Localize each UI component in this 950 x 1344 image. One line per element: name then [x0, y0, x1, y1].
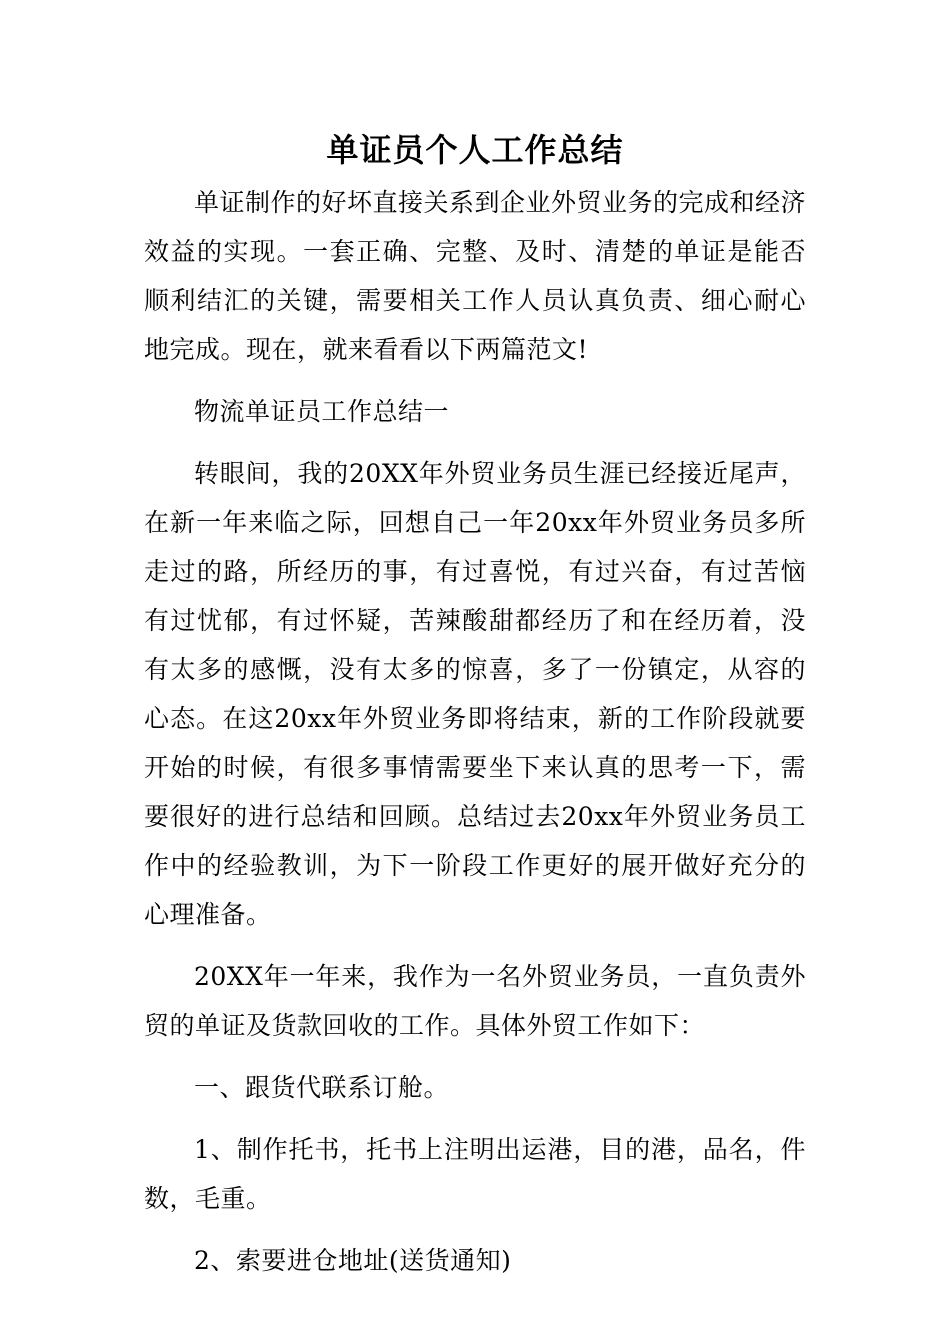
document-body: [144, 178, 806, 1285]
paragraph-intro: 单证制作的好坏直接关系到企业外贸业务的完成和经济效益的实现。一套正确、完整、及时、清楚的单证是能否顺利结汇的关键，需要相关工作人员认真负责、细心耐心地完成。现在，就来看看以下两篇范文!: [144, 188, 807, 364]
paragraph-summary: 转眼间，我的20XX年外贸业务员生涯已经接近尾声，在新一年来临之际，回想自己一年20xx年外贸业务员多所走过的路，所经历的事，有过喜悦，有过兴奋，有过苦恼有过忧郁，有过怀疑，苦辣酸甜都经历了和在经历着，没有太多的感慨，没有太多的惊喜，多了一份镇定，从容的心态。在这20xx年外贸业务即将结束，新的工作阶段就要开始的时候，有很多事情需要坐下来认真的思考一下，需要很好的进行总结和回顾。总结过去20xx年外贸业务员工作中的经验教训，为下一阶段工作更好的展开做好充分的心理准备。: [144, 459, 806, 929]
paragraph-duties: 20XX年一年来，我作为一名外贸业务员，一直负责外贸的单证及货款回收的工作。具体外贸工作如下：: [144, 962, 806, 1040]
document-title: 单证员个人工作总结: [326, 131, 624, 169]
paragraph-item-heading: 一、跟货代联系订舱。: [194, 1073, 450, 1102]
paragraph-item-1: 1、制作托书，托书上注明出运港，目的港，品名，件数，毛重。: [144, 1135, 806, 1213]
paragraph-section-heading: 物流单证员工作总结一: [194, 397, 450, 426]
paragraph-item-2: 2、索要进仓地址(送货通知): [194, 1246, 512, 1275]
